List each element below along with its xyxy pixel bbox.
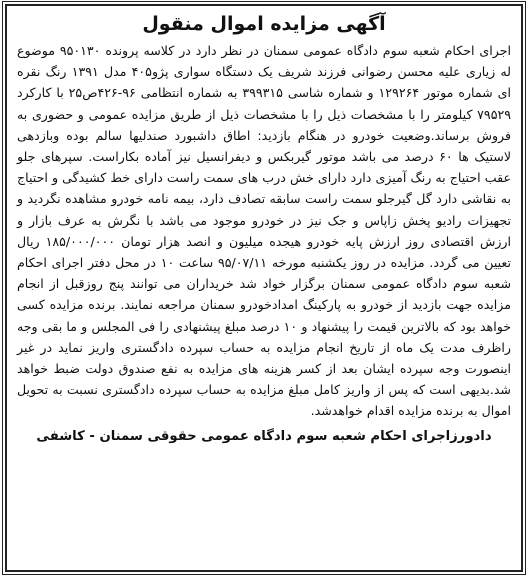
notice-signature: دادورزاجرای احکام شعبه سوم دادگاه عمومی حقوقی سمنان - کاشفی [36,428,492,444]
notice-body: اجرای احکام شعبه سوم دادگاه عمومی سمنان در نظر دارد در کلاسه پرونده ۹۵۰۱۳۰ موضوع له زیاری علیه محسن رضوانی فرزند شریف یک دستگاه سواری پژو۴۰۵ مدل ۱۳۹۱ رنگ نقره ای شماره موتور ۱۲۹۲۶۴ و شماره شاسی ۳۹۹۳۱۵ به شماره انتظامی ۹۶-۴۲۶ص۲۵ با کارکرد ۷۹۵۲۹ کیلومتر را با مشخصات ذیل را با مشخصات ذیل از طریق مزایده عمومی و حضوری به فروش برساند.وضعیت خودرو در هنگام بازدید: اطاق داشبورد صندلیها سالم بوده وبازدهی لاستیک ها ۶۰ درصد می باشد موتور گیربکس و دیفرانسیل نیز آماده بکاراست. سپرهای جلو عقب احتیاج به رنگ آمیزی دارد دارای خش درب های سمت راست دارای خط کشیدگی و احتیاج به نقاشی دارد گل گیرجلو سمت راست سابقه تصادف دارد، بیمه نامه خودرو مشاهده نگردید و تجهیزات رادیو پخش زاپاس و جک نیز در خودرو موجود می باشد با نگرش به عرف بازار و ارزش اقتصادی روز ارزش پایه خودرو هیجده میلیون و انصد هزار تومان ۱۸۵/۰۰۰/۰۰۰ ریال تعیین می گردد. مزایده در روز یکشنبه مورخه ۹۵/۰۷/۱۱ ساعت ۱۰ در محل دفتر اجرای احکام شعبه سوم دادگاه عمومی سمنان برگزار خواد شد خریداران می توانند پنج روزقبل از انجام مزایده جهت بازدید از خودرو به پارکینگ امدادخودرو سمنان مراجعه نمایند. برنده مزایده کسی خواهد بود که بالاترین قیمت را پیشنهاد و ۱۰ درصد مبلغ پیشنهادی را فی المجلس و ما بقی وجه راظرف مدت یک ماه از تاریخ انجام مزایده به حساب سپرده دادگستری واریز نماید در غیر اینصورت وجه سپرده ایشان بعد از کسر هزینه های مزایده به نفع صندوق دولت ضبط خواهد شد.بدیهی است که پس از واریز کامل مبلغ مزایده به حساب سپرده دادگستری نسبت به تحویل اموال به برنده مزایده اقدام خواهدشد. [17,43,512,419]
notice-title: آگهی مزایده اموال منقول [142,13,386,35]
auction-notice [5,4,523,572]
